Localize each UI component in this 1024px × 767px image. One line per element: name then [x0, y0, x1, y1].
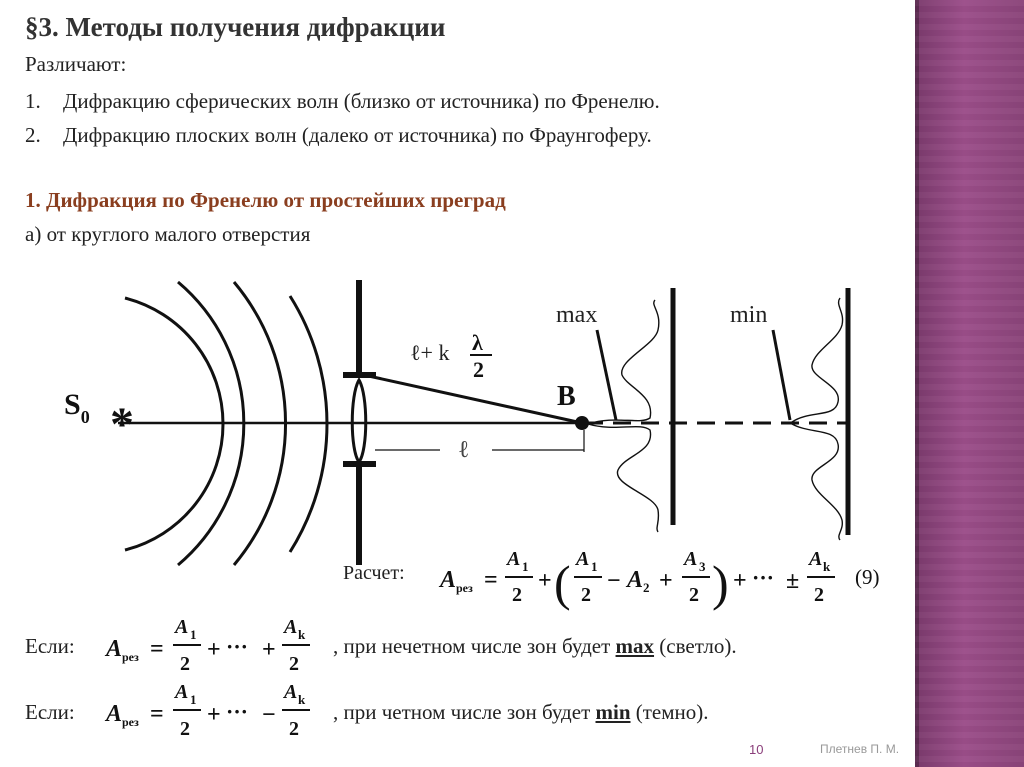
- svg-text:2: 2: [643, 580, 650, 595]
- svg-text:+: +: [659, 568, 673, 594]
- distance-label: ℓ: [458, 437, 470, 463]
- svg-text:2: 2: [180, 653, 190, 675]
- svg-text:2: 2: [512, 584, 522, 606]
- svg-text:A: A: [106, 701, 123, 727]
- svg-text:2: 2: [289, 718, 299, 740]
- max-condition-formula: [104, 616, 310, 675]
- svg-text:−: −: [262, 702, 276, 728]
- svg-text:A: A: [684, 548, 698, 570]
- svg-text:A: A: [106, 636, 123, 662]
- author-credit: Плетнев П. М.: [820, 742, 900, 756]
- lambda-symbol: λ: [472, 330, 483, 355]
- path-label: ℓ+ k: [410, 340, 450, 365]
- svg-text:2: 2: [581, 584, 591, 606]
- calc-label: Расчет:: [343, 562, 405, 584]
- svg-text:1: 1: [591, 559, 598, 574]
- svg-text:k: k: [823, 559, 831, 574]
- svg-text:A: A: [576, 548, 590, 570]
- min-condition-formula: [104, 681, 310, 740]
- svg-text:+: +: [538, 568, 552, 594]
- svg-text:k: k: [298, 692, 306, 707]
- svg-text:−: −: [607, 568, 621, 594]
- svg-text:2: 2: [289, 653, 299, 675]
- list-item: 1. Дифракцию сферических волн (близко от источника) по Френелю.: [25, 89, 660, 113]
- aperture-lens: [352, 380, 366, 462]
- list-item: 2. Дифракцию плоских волн (далеко от источника) по Фраунгоферу.: [25, 123, 652, 147]
- point-b-label: B: [557, 381, 576, 412]
- page-number: 10: [749, 742, 764, 757]
- slide-title: §3. Методы получения дифракции: [25, 12, 446, 42]
- svg-text:2: 2: [814, 584, 824, 606]
- condition-prefix: Если:: [25, 700, 75, 724]
- svg-text:рез: рез: [122, 715, 139, 729]
- svg-text:A: A: [507, 548, 521, 570]
- svg-text:k: k: [298, 627, 306, 642]
- min-condition-text: , при четном числе зон будет min (темно).: [333, 700, 709, 724]
- case-label: а) от круглого малого отверстия: [25, 222, 311, 246]
- svg-text:1: 1: [190, 627, 197, 642]
- svg-text:=: =: [150, 701, 164, 727]
- svg-text:A: A: [284, 616, 298, 638]
- svg-text:=: =: [150, 636, 164, 662]
- svg-text:рез: рез: [122, 650, 139, 664]
- svg-text:рез: рез: [456, 581, 473, 595]
- condition-prefix: Если:: [25, 634, 75, 658]
- svg-text:A: A: [175, 616, 189, 638]
- svg-text:+: +: [262, 637, 276, 663]
- svg-text:2: 2: [180, 718, 190, 740]
- max-label: max: [556, 302, 598, 328]
- svg-text:2: 2: [689, 584, 699, 606]
- section-subhead: 1. Дифракция по Френелю от простейших преград: [25, 188, 506, 212]
- ray-line: [364, 375, 582, 423]
- max-pointer: [597, 330, 616, 420]
- calc-formula: [438, 548, 880, 611]
- svg-text:): ): [712, 555, 729, 611]
- svg-text:±: ±: [786, 568, 800, 594]
- svg-text:3: 3: [699, 559, 706, 574]
- svg-text:···: ···: [752, 565, 775, 590]
- svg-text:···: ···: [226, 699, 249, 724]
- intro-text: Различают:: [25, 52, 127, 76]
- svg-text:A: A: [809, 548, 823, 570]
- max-condition-text: , при нечетном числе зон будет max (светло).: [333, 634, 737, 658]
- svg-text:(9): (9): [855, 565, 880, 589]
- svg-text:1: 1: [522, 559, 529, 574]
- lambda-denominator: 2: [473, 357, 484, 382]
- source-mark: *: [110, 398, 134, 451]
- point-b: [575, 416, 589, 430]
- svg-text:A: A: [627, 567, 644, 593]
- svg-text:+: +: [207, 702, 221, 728]
- svg-text:+: +: [733, 568, 747, 594]
- svg-text:(: (: [554, 555, 571, 611]
- svg-text:=: =: [484, 567, 498, 593]
- svg-text:···: ···: [226, 634, 249, 659]
- svg-text:A: A: [284, 681, 298, 703]
- min-label: min: [730, 302, 768, 328]
- source-label: $S_0$: [64, 388, 90, 427]
- svg-text:1: 1: [190, 692, 197, 707]
- svg-text:+: +: [207, 637, 221, 663]
- svg-text:A: A: [440, 567, 457, 593]
- svg-text:A: A: [175, 681, 189, 703]
- decorative-side-bar: [915, 0, 1024, 767]
- min-pointer: [773, 330, 790, 420]
- min-intensity-curve: [792, 298, 843, 540]
